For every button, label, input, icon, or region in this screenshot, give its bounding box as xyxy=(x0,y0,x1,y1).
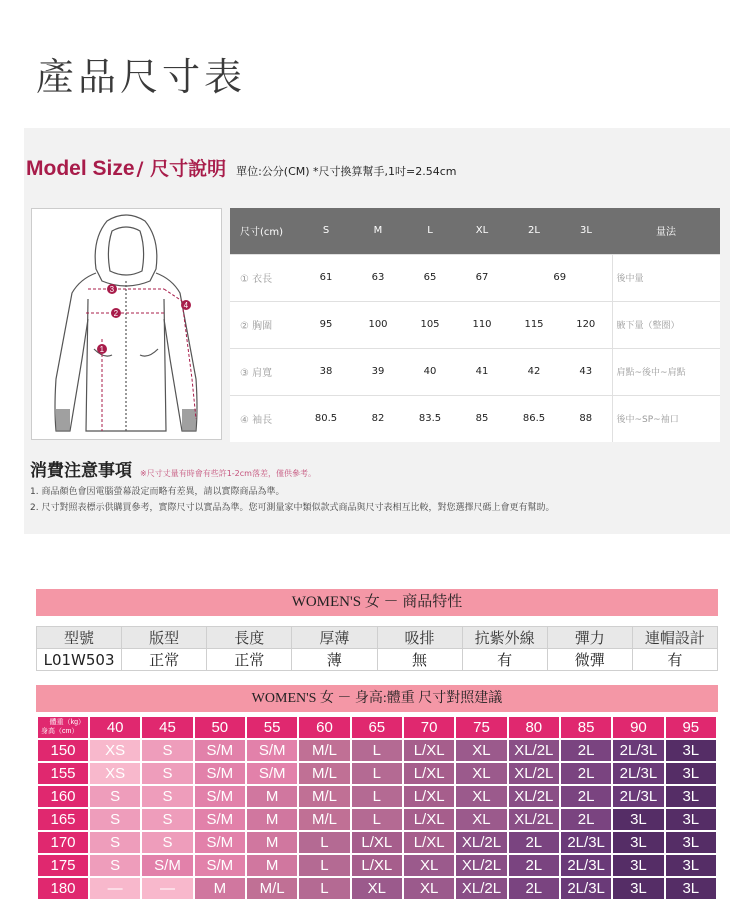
notice-subtitle: ※尺寸丈量有時會有些許1-2cm落差，僅供參考。 xyxy=(140,469,316,478)
feature-header-cell: 吸排 xyxy=(377,627,462,649)
size-spec-header-cell: XL xyxy=(456,208,508,254)
feature-value-cell: L01W503 xyxy=(37,649,122,671)
size-guide-cell: XL xyxy=(404,855,454,876)
size-guide-weight: 50 xyxy=(195,717,245,738)
size-spec-method: 腋下量（整圈） xyxy=(612,301,720,348)
size-guide-cell: 2L/3L xyxy=(561,855,611,876)
size-spec-value: 40 xyxy=(404,348,456,395)
notice-heading xyxy=(30,456,316,481)
size-guide-cell: M xyxy=(195,878,245,899)
size-guide-cell: XS xyxy=(90,740,140,761)
model-size-title-en: Model Size xyxy=(26,157,135,180)
size-spec-value: 67 xyxy=(456,254,508,301)
size-spec-value: 83.5 xyxy=(404,395,456,442)
size-spec-value: 82 xyxy=(352,395,404,442)
size-spec-header-cell: 尺寸(cm) xyxy=(230,208,300,254)
size-guide-cell: S/M xyxy=(247,763,297,784)
size-guide-cell: 2L xyxy=(509,855,559,876)
size-spec-label: ③ 肩寬 xyxy=(230,348,300,395)
size-guide-row xyxy=(38,763,716,784)
size-guide-cell: L xyxy=(352,786,402,807)
size-guide-height: 180 xyxy=(38,878,88,899)
size-guide-row xyxy=(38,878,716,899)
size-guide-cell: XL xyxy=(456,740,506,761)
corner-height-label: 身高（cm） xyxy=(41,728,79,735)
svg-text:4: 4 xyxy=(183,300,189,310)
size-guide-height: 165 xyxy=(38,809,88,830)
size-guide-weight: 90 xyxy=(613,717,663,738)
feature-value-cell: 微彈 xyxy=(547,649,632,671)
size-spec-value: 110 xyxy=(456,301,508,348)
size-guide-cell: XS xyxy=(90,763,140,784)
size-guide-weight: 85 xyxy=(561,717,611,738)
size-guide-weight: 55 xyxy=(247,717,297,738)
size-guide-cell: 3L xyxy=(613,855,663,876)
size-guide-cell: XL/2L xyxy=(456,832,506,853)
size-guide-cell: 2L xyxy=(509,832,559,853)
size-spec-method: 後中量 xyxy=(612,254,720,301)
size-guide-cell: L/XL xyxy=(404,763,454,784)
size-guide-cell: L xyxy=(299,832,349,853)
size-guide-cell: XL xyxy=(404,878,454,899)
size-spec-header-cell: M xyxy=(352,208,404,254)
size-guide-cell: L/XL xyxy=(404,740,454,761)
size-guide-header-row xyxy=(38,717,716,738)
size-spec-value: 105 xyxy=(404,301,456,348)
size-guide-weight: 45 xyxy=(142,717,192,738)
size-guide-cell: L/XL xyxy=(404,786,454,807)
features-title-bar: WOMEN'S 女 － 商品特性 xyxy=(36,589,718,616)
size-guide-cell: 2L/3L xyxy=(561,832,611,853)
jacket-diagram xyxy=(31,208,222,440)
size-guide-height: 150 xyxy=(38,740,88,761)
size-spec-header-cell: 量法 xyxy=(612,208,720,254)
size-guide-cell: XL xyxy=(456,763,506,784)
features-value-row xyxy=(37,649,718,671)
size-guide-cell: L/XL xyxy=(352,855,402,876)
feature-header-cell: 版型 xyxy=(122,627,207,649)
unit-note: 單位:公分(CM) *尺寸換算幫手,1吋=2.54cm xyxy=(236,165,457,178)
svg-text:2: 2 xyxy=(113,308,119,318)
size-guide-cell: M/L xyxy=(299,809,349,830)
size-guide-cell: S xyxy=(142,786,192,807)
size-guide-cell: 3L xyxy=(666,763,716,784)
size-guide-cell: 3L xyxy=(666,786,716,807)
size-guide-cell: 3L xyxy=(666,878,716,899)
size-spec-header-row xyxy=(230,208,720,254)
size-guide-cell: S/M xyxy=(195,786,245,807)
size-spec-method: 後中~SP~袖口 xyxy=(612,395,720,442)
size-guide-cell: M/L xyxy=(299,786,349,807)
size-spec-row xyxy=(230,348,720,395)
size-guide-row xyxy=(38,740,716,761)
size-spec-header-cell: S xyxy=(300,208,352,254)
size-spec-body xyxy=(230,254,720,442)
size-guide-weight: 65 xyxy=(352,717,402,738)
model-size-title-zh: / 尺寸說明 xyxy=(136,158,227,180)
size-spec-value: 61 xyxy=(300,254,352,301)
size-spec-row xyxy=(230,254,720,301)
size-spec-value: 63 xyxy=(352,254,404,301)
size-guide-cell: 3L xyxy=(666,832,716,853)
size-guide-cell: L/XL xyxy=(404,832,454,853)
size-guide-weight: 40 xyxy=(90,717,140,738)
size-guide-cell: XL/2L xyxy=(509,809,559,830)
size-guide-cell: 3L xyxy=(666,855,716,876)
size-guide-cell: XL/2L xyxy=(456,855,506,876)
size-guide-cell: S xyxy=(142,809,192,830)
size-spec-value: 39 xyxy=(352,348,404,395)
size-guide-weight: 60 xyxy=(299,717,349,738)
size-guide-cell: S xyxy=(90,855,140,876)
size-spec-label: ② 胸圍 xyxy=(230,301,300,348)
feature-value-cell: 有 xyxy=(462,649,547,671)
size-guide-cell: 3L xyxy=(613,878,663,899)
size-guide-cell: 2L xyxy=(561,763,611,784)
size-guide-cell: 2L/3L xyxy=(561,878,611,899)
size-guide-cell: 2L xyxy=(561,786,611,807)
size-spec-method: 肩點~後中~肩點 xyxy=(612,348,720,395)
size-guide-corner xyxy=(38,717,88,738)
feature-header-cell: 連帽設計 xyxy=(632,627,717,649)
size-guide-cell: L/XL xyxy=(404,809,454,830)
size-spec-value: 85 xyxy=(456,395,508,442)
feature-value-cell: 無 xyxy=(377,649,462,671)
size-guide-weight: 95 xyxy=(666,717,716,738)
size-guide-height: 160 xyxy=(38,786,88,807)
size-spec-value: 86.5 xyxy=(508,395,560,442)
size-guide-cell: M/L xyxy=(299,740,349,761)
size-spec-value: 65 xyxy=(404,254,456,301)
notice-title: 消費注意事項 xyxy=(30,461,132,481)
feature-value-cell: 正常 xyxy=(122,649,207,671)
size-guide-cell: — xyxy=(142,878,192,899)
size-spec-table xyxy=(230,208,720,442)
size-guide-cell: XL/2L xyxy=(509,786,559,807)
jacket-measurement-illustration xyxy=(32,209,221,439)
size-spec-value: 100 xyxy=(352,301,404,348)
size-guide-cell: L/XL xyxy=(352,832,402,853)
size-spec-header-cell: L xyxy=(404,208,456,254)
size-guide-cell: S/M xyxy=(195,740,245,761)
size-spec-value: 43 xyxy=(560,348,612,395)
svg-text:1: 1 xyxy=(99,344,105,354)
size-guide-title-bar: WOMEN'S 女 － 身高:體重 尺寸對照建議 xyxy=(36,685,718,712)
feature-header-cell: 厚薄 xyxy=(292,627,377,649)
size-guide-cell: XL xyxy=(456,809,506,830)
size-spec-header-cell: 3L xyxy=(560,208,612,254)
features-table xyxy=(36,626,718,671)
size-guide-row xyxy=(38,832,716,853)
size-guide-weight: 80 xyxy=(509,717,559,738)
feature-value-cell: 薄 xyxy=(292,649,377,671)
size-guide-row xyxy=(38,855,716,876)
size-guide-cell: XL xyxy=(352,878,402,899)
size-spec-value: 42 xyxy=(508,348,560,395)
size-guide-cell: 3L xyxy=(613,809,663,830)
size-guide-cell: S/M xyxy=(195,763,245,784)
size-guide-body xyxy=(38,717,716,899)
size-guide-cell: S/M xyxy=(142,855,192,876)
size-guide-cell: L xyxy=(299,855,349,876)
size-spec-value: 88 xyxy=(560,395,612,442)
size-spec-value: 115 xyxy=(508,301,560,348)
size-spec-label: ① 衣長 xyxy=(230,254,300,301)
features-header-row xyxy=(37,627,718,649)
size-guide-cell: XL/2L xyxy=(509,740,559,761)
corner-weight-label: 體重（kg） xyxy=(49,719,85,726)
notice-line-2: 2. 尺寸對照表標示供購買參考，實際尺寸以實品為準。您可測量家中類似款式商品與尺寸表相互比較，對您選擇尺碼上會更有幫助。 xyxy=(30,503,555,513)
size-guide-weight: 70 xyxy=(404,717,454,738)
size-guide-cell: S/M xyxy=(195,832,245,853)
size-guide-cell: M xyxy=(247,832,297,853)
size-guide-height: 170 xyxy=(38,832,88,853)
size-spec-label: ④ 袖長 xyxy=(230,395,300,442)
size-guide-cell: 2L xyxy=(509,878,559,899)
model-size-heading xyxy=(26,154,457,181)
size-spec-header-cell: 2L xyxy=(508,208,560,254)
size-guide-cell: L xyxy=(352,740,402,761)
size-guide-cell: S xyxy=(90,786,140,807)
feature-header-cell: 抗紫外線 xyxy=(462,627,547,649)
size-guide-cell: — xyxy=(90,878,140,899)
size-guide-height: 175 xyxy=(38,855,88,876)
size-guide-cell: 3L xyxy=(666,809,716,830)
size-guide-cell: M xyxy=(247,809,297,830)
size-guide-cell: S/M xyxy=(247,740,297,761)
size-guide-cell: 2L xyxy=(561,740,611,761)
size-guide-cell: L xyxy=(352,809,402,830)
size-guide-cell: S xyxy=(142,832,192,853)
feature-value-cell: 正常 xyxy=(207,649,292,671)
size-guide-cell: S xyxy=(142,763,192,784)
size-guide-cell: M xyxy=(247,786,297,807)
size-guide-cell: 2L/3L xyxy=(613,740,663,761)
size-guide-cell: 3L xyxy=(613,832,663,853)
size-spec-value: 69 xyxy=(508,254,612,301)
size-guide-cell: 2L xyxy=(561,809,611,830)
model-size-panel xyxy=(24,128,730,534)
size-spec-value: 95 xyxy=(300,301,352,348)
size-guide-cell: 3L xyxy=(666,740,716,761)
feature-header-cell: 彈力 xyxy=(547,627,632,649)
page-title: 產品尺寸表 xyxy=(36,55,247,99)
size-spec-value: 38 xyxy=(300,348,352,395)
size-guide-grid xyxy=(36,715,718,901)
size-guide-weight: 75 xyxy=(456,717,506,738)
size-guide-cell: L xyxy=(299,878,349,899)
size-guide-cell: XL xyxy=(456,786,506,807)
svg-text:3: 3 xyxy=(109,284,115,294)
size-guide-row xyxy=(38,786,716,807)
feature-header-cell: 型號 xyxy=(37,627,122,649)
feature-header-cell: 長度 xyxy=(207,627,292,649)
size-guide-height: 155 xyxy=(38,763,88,784)
size-spec-value: 41 xyxy=(456,348,508,395)
size-guide-cell: S/M xyxy=(195,855,245,876)
size-guide-cell: XL/2L xyxy=(509,763,559,784)
size-spec-value: 80.5 xyxy=(300,395,352,442)
notice-line-1: 1. 商品顏色會因電腦螢幕設定而略有差異，請以實際商品為準。 xyxy=(30,487,285,497)
size-guide-cell: S xyxy=(90,832,140,853)
size-guide-cell: S/M xyxy=(195,809,245,830)
size-guide-cell: 2L/3L xyxy=(613,763,663,784)
size-guide-cell: 2L/3L xyxy=(613,786,663,807)
size-guide-cell: L xyxy=(352,763,402,784)
size-guide-cell: M/L xyxy=(247,878,297,899)
size-guide-cell: M/L xyxy=(299,763,349,784)
size-spec-row xyxy=(230,395,720,442)
size-guide-cell: XL/2L xyxy=(456,878,506,899)
size-guide-cell: S xyxy=(142,740,192,761)
size-spec-value: 120 xyxy=(560,301,612,348)
size-guide-row xyxy=(38,809,716,830)
size-spec-row xyxy=(230,301,720,348)
size-guide-cell: M xyxy=(247,855,297,876)
feature-value-cell: 有 xyxy=(632,649,717,671)
size-guide-cell: S xyxy=(90,809,140,830)
